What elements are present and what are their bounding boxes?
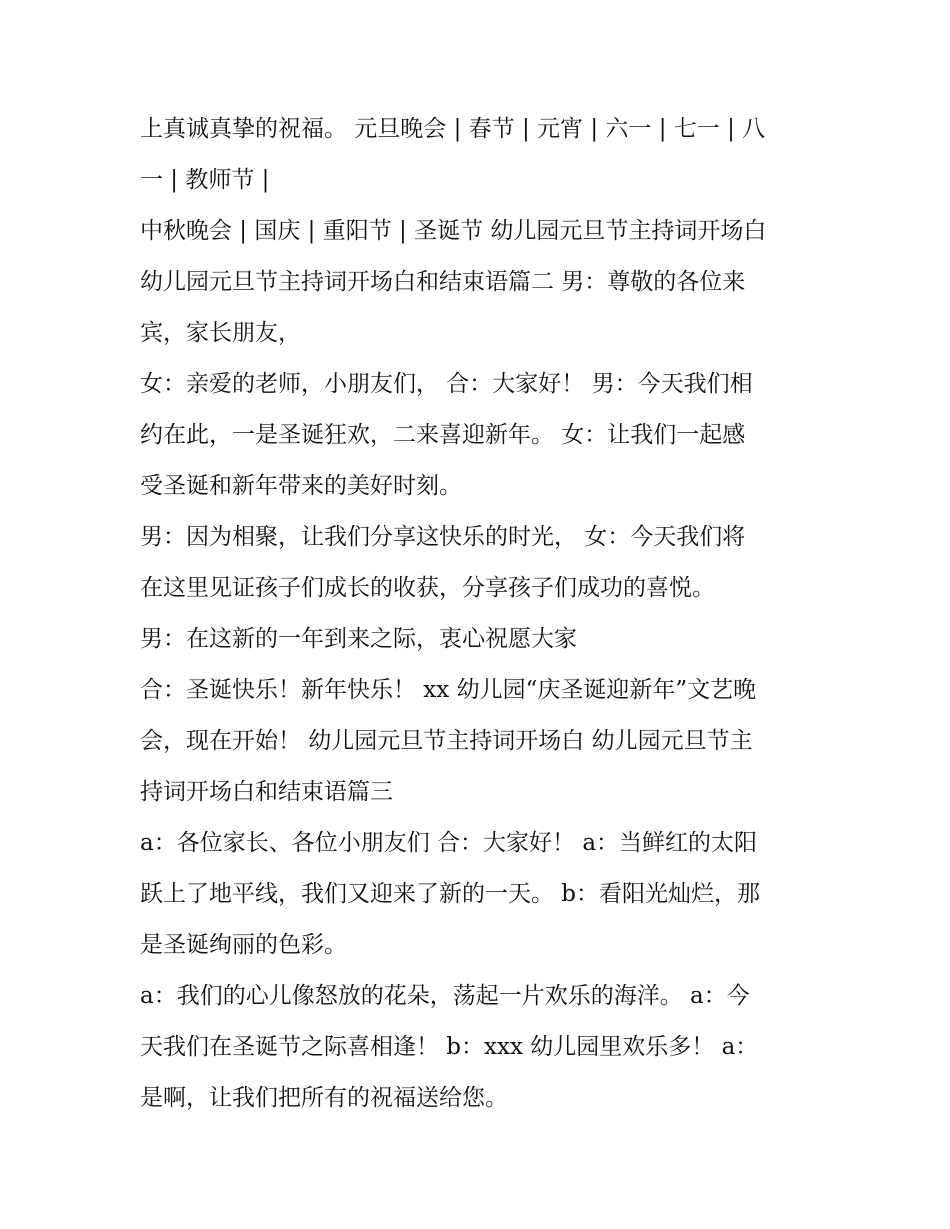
text-line: 一 | 教师节 |	[140, 167, 270, 193]
text-line: 受圣诞和新年带来的美好时刻。	[140, 473, 462, 499]
text-line: 幼儿园元旦节主持词开场白和结束语篇二 男：尊敬的各位来	[140, 269, 746, 295]
text-line: 是啊，让我们把所有的祝福送给您。	[140, 1085, 508, 1111]
text-line: 在这里见证孩子们成长的收获，分享孩子们成功的喜悦。	[140, 575, 715, 601]
text-line: 中秋晚会 | 国庆 | 重阳节 | 圣诞节 幼儿园元旦节主持词开场白	[140, 218, 767, 244]
text-line: 上真诚真挚的祝福。 元旦晚会 | 春节 | 元宵 | 六一 | 七一 | 八	[140, 116, 766, 142]
text-line: 跃上了地平线，我们又迎来了新的一天。 b：看阳光灿烂，那	[140, 881, 761, 907]
text-line: 持词开场白和结束语篇三	[140, 779, 393, 805]
text-line: 宾，家长朋友，	[140, 320, 301, 346]
text-line: 天我们在圣诞节之际喜相逢！ b：xxx 幼儿园里欢乐多！ a：	[140, 1034, 759, 1060]
text-line: 是圣诞绚丽的色彩。	[140, 932, 347, 958]
text-line: a：我们的心儿像怒放的花朵，荡起一片欢乐的海洋。 a：今	[140, 983, 750, 1009]
text-line: 男：在这新的一年到来之际，衷心祝愿大家	[140, 626, 577, 652]
document-body	[140, 104, 810, 1124]
text-line: a：各位家长、各位小朋友们 合：大家好！ a：当鲜红的太阳	[140, 830, 758, 856]
text-line: 合：圣诞快乐！新年快乐！ xx 幼儿园“庆圣诞迎新年”文艺晚	[140, 677, 757, 703]
text-line: 男：因为相聚，让我们分享这快乐的时光， 女：今天我们将	[140, 524, 746, 550]
text-line: 约在此，一是圣诞狂欢，二来喜迎新年。 女：让我们一起感	[140, 422, 746, 448]
text-line: 女：亲爱的老师，小朋友们， 合：大家好！ 男：今天我们相	[140, 371, 753, 397]
text-line: 会，现在开始！ 幼儿园元旦节主持词开场白 幼儿园元旦节主	[140, 728, 753, 754]
